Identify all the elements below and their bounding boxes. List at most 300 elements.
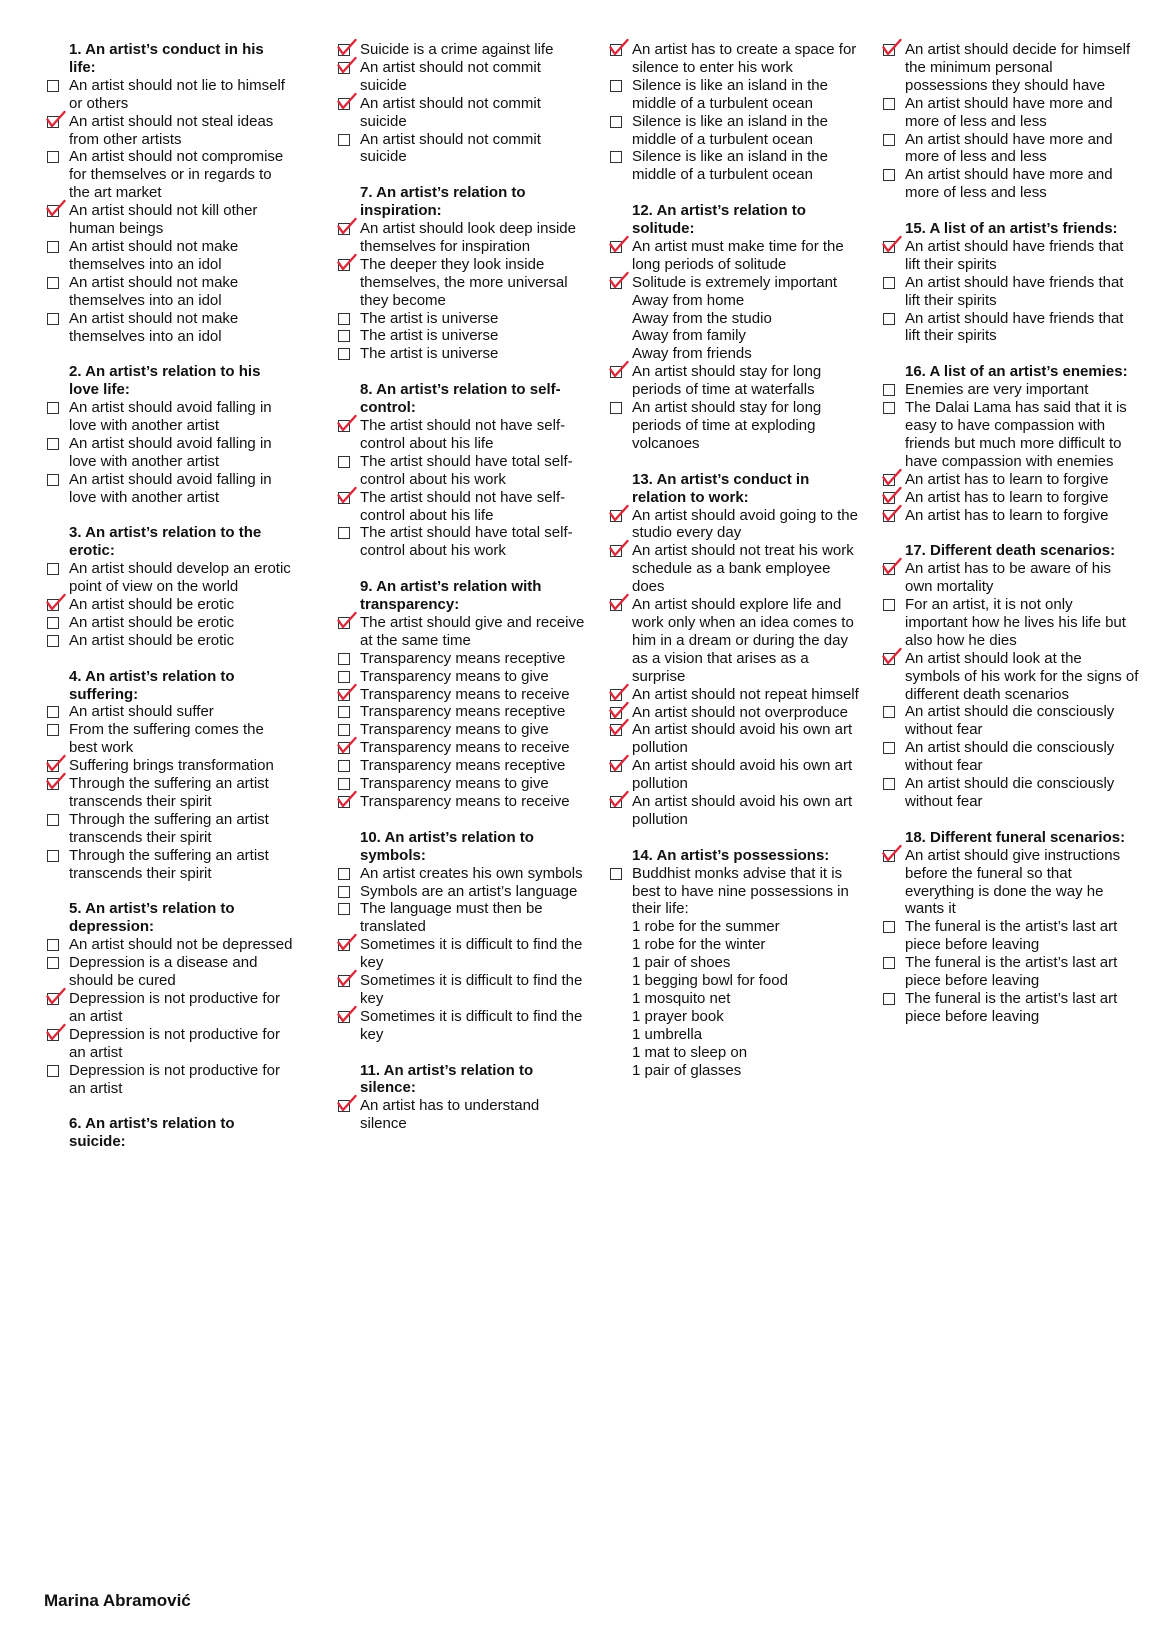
checklist-item-text: The artist should not have self-control about his life: [360, 417, 566, 452]
checklist-item[interactable]: [46, 847, 294, 883]
checklist-item[interactable]: [46, 113, 294, 149]
checklist-item-text: An artist should not commit suicide: [360, 94, 541, 130]
red-check-icon: [336, 1005, 357, 1025]
checkbox[interactable]: [338, 886, 350, 898]
section-heading: 3. An artist’s relation to the erotic:: [69, 524, 262, 560]
checklist-item[interactable]: [337, 650, 589, 668]
section-heading: 7. An artist’s relation to inspiration:: [360, 184, 526, 220]
checkbox[interactable]: [47, 151, 59, 163]
red-check-icon: [608, 235, 629, 255]
checklist-item[interactable]: [46, 435, 294, 471]
checklist-item[interactable]: [46, 757, 294, 775]
red-check-icon: [881, 844, 902, 864]
checkbox[interactable]: [47, 277, 59, 289]
list-text: 1 mat to sleep on: [632, 1043, 748, 1061]
checkbox[interactable]: [883, 778, 895, 790]
checklist-item[interactable]: [337, 327, 589, 345]
checkbox[interactable]: [883, 277, 895, 289]
checklist-item-text: Buddhist monks advise that it is best to have nine possessions in their life:: [632, 864, 849, 918]
checklist-item[interactable]: [882, 507, 1139, 525]
checklist-item-text: An artist should avoid falling in love with another artist: [69, 399, 272, 435]
checklist-item[interactable]: [609, 363, 864, 399]
checkbox[interactable]: [47, 939, 59, 951]
red-check-icon: [881, 557, 902, 577]
checklist-item[interactable]: [337, 345, 589, 363]
checklist-item-text: An artist should avoid going to the studio every day: [632, 506, 858, 542]
checklist-item-text: From the suffering comes the best work: [69, 721, 264, 757]
checklist-item[interactable]: [609, 704, 864, 722]
checklist-item-text: An artist should have friends that lift their spirits: [905, 273, 1124, 309]
red-check-icon: [45, 772, 66, 792]
checklist-item-text: The artist should not have self-control about his life: [360, 488, 566, 524]
red-check-icon: [608, 718, 629, 738]
section-heading: 10. An artist’s relation to symbols:: [360, 828, 534, 864]
checklist-item-text: An artist has to learn to forgive: [905, 470, 1109, 488]
red-check-icon: [336, 56, 357, 76]
checklist-item-text: An artist should decide for himself the minimum personal possessions they should have: [905, 41, 1131, 94]
checklist-item-text: An artist must make time for the long periods of solitude: [632, 237, 844, 273]
checklist-item-text: An artist should die consciously without fear: [905, 775, 1115, 811]
checklist-item[interactable]: [882, 489, 1139, 507]
checklist-item-text: Transparency means to give: [360, 775, 549, 793]
list-text: 1 robe for the summer: [632, 918, 780, 936]
checkbox[interactable]: [47, 850, 59, 862]
checkbox[interactable]: [338, 348, 350, 360]
checklist-item[interactable]: [46, 560, 294, 596]
checklist-item[interactable]: [609, 865, 864, 919]
checklist-item[interactable]: [337, 668, 589, 686]
checkbox[interactable]: [338, 760, 350, 772]
checklist-item[interactable]: [46, 202, 294, 238]
checkbox[interactable]: [610, 116, 622, 128]
checklist-item-text: An artist should not steal ideas from other artists: [69, 112, 274, 148]
checkbox[interactable]: [47, 617, 59, 629]
checklist-item[interactable]: [46, 632, 294, 650]
checklist-item[interactable]: [337, 883, 589, 901]
checklist-item[interactable]: [609, 721, 864, 757]
checklist-item-text: Solitude is extremely important: [632, 273, 838, 291]
checkbox[interactable]: [610, 868, 622, 880]
checklist-item[interactable]: [46, 1062, 294, 1098]
red-check-icon: [608, 790, 629, 810]
checklist-item[interactable]: [46, 310, 294, 346]
manifesto-section: [609, 471, 864, 829]
checklist-item[interactable]: [337, 310, 589, 328]
checklist-item[interactable]: [337, 453, 589, 489]
manifesto-section: [337, 381, 589, 560]
checklist-item[interactable]: [882, 847, 1139, 919]
checklist-item[interactable]: [882, 381, 1139, 399]
checklist-item-text: An artist should look at the symbols of his work for the signs of different death scenarios: [905, 649, 1139, 703]
red-check-icon: [336, 683, 357, 703]
checkbox[interactable]: [883, 957, 895, 969]
manifesto-section: [337, 578, 589, 811]
checkbox[interactable]: [338, 527, 350, 539]
checkbox[interactable]: [883, 384, 895, 396]
checkbox[interactable]: [47, 635, 59, 647]
checklist-item[interactable]: [337, 220, 589, 256]
checklist-item[interactable]: [337, 614, 589, 650]
checklist-item[interactable]: [609, 507, 864, 543]
checklist-item[interactable]: [882, 471, 1139, 489]
checklist-item[interactable]: [337, 41, 589, 59]
manifesto-section: [882, 542, 1139, 811]
checkbox[interactable]: [338, 134, 350, 146]
checklist-item-text: The artist should give and receive at the same time: [360, 613, 585, 649]
checklist-item[interactable]: [337, 1097, 589, 1133]
checklist-item-text: The funeral is the artist’s last art piece before leaving: [905, 954, 1118, 990]
checkbox[interactable]: [610, 151, 622, 163]
checklist-item[interactable]: [337, 721, 589, 739]
checklist-item-text: Silence is like an island in the middle of a turbulent ocean: [632, 76, 828, 112]
manifesto-section: [609, 847, 864, 1080]
checkbox[interactable]: [883, 98, 895, 110]
checklist-item-text: Suffering brings transformation: [69, 757, 274, 775]
manifesto-section: [337, 1062, 589, 1134]
checklist-item-text: An artist should be erotic: [69, 631, 235, 649]
red-check-icon: [45, 593, 66, 613]
section-heading: 18. Different funeral scenarios:: [905, 828, 1126, 846]
list-text: 1 pair of shoes: [632, 954, 731, 972]
checklist-item[interactable]: [337, 524, 589, 560]
checklist-item-text: Symbols are an artist’s language: [360, 882, 578, 900]
checklist-item-text: An artist should not make themselves into an idol: [69, 309, 239, 345]
checklist-item-text: The funeral is the artist’s last art piece before leaving: [905, 918, 1118, 954]
checklist-item-text: Depression is not productive for an artist: [69, 989, 280, 1025]
checklist-item[interactable]: [609, 148, 864, 184]
checklist-item[interactable]: [882, 131, 1139, 167]
checklist-item-text: Transparency means to give: [360, 667, 549, 685]
list-text: Away from home: [632, 291, 745, 309]
checklist-item-text: An artist should avoid his own art pollution: [632, 721, 853, 757]
checklist-item-text: An artist has to learn to forgive: [905, 488, 1109, 506]
section-heading: 1. An artist’s conduct in his life:: [69, 41, 264, 76]
checklist-item[interactable]: [337, 757, 589, 775]
checklist-item-text: An artist should die consciously without fear: [905, 703, 1115, 739]
checklist-item-text: Transparency means to give: [360, 721, 549, 739]
checklist-item[interactable]: [337, 739, 589, 757]
checklist-item[interactable]: [609, 113, 864, 149]
checkbox[interactable]: [883, 599, 895, 611]
section-heading: 6. An artist’s relation to suicide:: [69, 1115, 235, 1151]
checkbox[interactable]: [338, 653, 350, 665]
checklist-item[interactable]: [46, 1026, 294, 1062]
manifesto-section: [882, 363, 1139, 524]
checklist-item[interactable]: [609, 596, 864, 686]
checklist-item[interactable]: [609, 41, 864, 77]
checklist-item-text: An artist creates his own symbols: [360, 864, 583, 882]
checklist-item-text: Through the suffering an artist transcends their spirit: [69, 810, 269, 846]
checklist-item[interactable]: [337, 936, 589, 972]
checkbox[interactable]: [883, 706, 895, 718]
checklist-item[interactable]: [882, 95, 1139, 131]
checkbox[interactable]: [610, 402, 622, 414]
checklist-item[interactable]: [609, 793, 864, 829]
manifesto-section: [882, 829, 1139, 1026]
checklist-item-text: Silence is like an island in the middle of a turbulent ocean: [632, 148, 828, 184]
manifesto-section: [882, 220, 1139, 345]
list-text: 1 umbrella: [632, 1025, 703, 1043]
section-heading: 14. An artist’s possessions:: [632, 846, 830, 864]
checklist-item-text: An artist should avoid falling in love with another artist: [69, 434, 272, 470]
checklist-item[interactable]: [882, 954, 1139, 990]
checklist-item[interactable]: [609, 77, 864, 113]
checklist-item[interactable]: [609, 686, 864, 704]
checklist-item-text: Transparency means to receive: [360, 685, 570, 703]
checkbox[interactable]: [338, 330, 350, 342]
checklist-item-text: An artist should have more and more of less and less: [905, 166, 1113, 202]
checklist-item[interactable]: [882, 650, 1139, 704]
manifesto-section: [46, 900, 294, 1097]
checkbox[interactable]: [338, 313, 350, 325]
checklist-item-text: Through the suffering an artist transcends their spirit: [69, 775, 269, 811]
checklist-item-text: An artist should have more and more of less and less: [905, 130, 1113, 166]
red-check-icon: [45, 987, 66, 1007]
checklist-item[interactable]: [882, 166, 1139, 202]
red-check-icon: [336, 969, 357, 989]
checklist-item-text: The artist is universe: [360, 309, 499, 327]
checklist-item[interactable]: [46, 936, 294, 954]
checklist-item[interactable]: [46, 954, 294, 990]
section-heading: 8. An artist’s relation to self-control:: [360, 381, 561, 417]
checklist-item[interactable]: [337, 900, 589, 936]
checkbox[interactable]: [47, 241, 59, 253]
section-heading: 9. An artist’s relation with transparency:: [360, 578, 542, 614]
checklist-item-text: An artist should stay for long periods of time at waterfalls: [632, 363, 822, 399]
checklist-item-text: Sometimes it is difficult to find the key: [360, 1007, 583, 1043]
checklist-item-text: An artist should be erotic: [69, 596, 235, 614]
checkbox[interactable]: [883, 742, 895, 754]
checklist-item[interactable]: [46, 148, 294, 202]
checkbox[interactable]: [47, 1065, 59, 1077]
checklist-item[interactable]: [337, 489, 589, 525]
checkbox[interactable]: [338, 868, 350, 880]
checkbox[interactable]: [47, 80, 59, 92]
red-check-icon: [881, 504, 902, 524]
checkbox[interactable]: [47, 474, 59, 486]
red-check-icon: [608, 504, 629, 524]
checklist-item-text: An artist should avoid his own art pollution: [632, 793, 853, 828]
section-heading: 12. An artist’s relation to solitude:: [632, 202, 806, 238]
checklist-item[interactable]: [882, 703, 1139, 739]
checklist-item-text: An artist has to create a space for silence to enter his work: [632, 41, 857, 76]
manifesto-column-3: [609, 41, 864, 1097]
list-text: 1 prayer book: [632, 1007, 724, 1025]
checklist-item-text: Transparency means receptive: [360, 649, 566, 667]
manifesto-section: [882, 41, 1139, 202]
checkbox[interactable]: [338, 706, 350, 718]
red-check-icon: [608, 539, 629, 559]
checklist-item[interactable]: [46, 77, 294, 113]
checklist-item[interactable]: [337, 417, 589, 453]
red-check-icon: [336, 217, 357, 237]
checklist-item[interactable]: [46, 274, 294, 310]
checklist-item[interactable]: [882, 399, 1139, 471]
checklist-item[interactable]: [46, 614, 294, 632]
checklist-item[interactable]: [46, 399, 294, 435]
checklist-item-text: The artist is universe: [360, 327, 499, 345]
checklist-item[interactable]: [882, 238, 1139, 274]
checkbox[interactable]: [883, 921, 895, 933]
checklist-item-text: Sometimes it is difficult to find the key: [360, 972, 583, 1007]
manifesto-column-4: [882, 41, 1139, 1044]
checklist-item[interactable]: [882, 274, 1139, 310]
red-check-icon: [45, 199, 66, 219]
section-heading: 4. An artist’s relation to suffering:: [69, 667, 235, 703]
checklist-item[interactable]: [46, 721, 294, 757]
red-check-icon: [336, 736, 357, 756]
checklist-item[interactable]: [337, 59, 589, 95]
checklist-item-text: An artist should have friends that lift their spirits: [905, 237, 1124, 273]
checklist-item[interactable]: [46, 238, 294, 274]
checklist-item-text: An artist has to learn to forgive: [905, 506, 1109, 524]
red-check-icon: [608, 38, 629, 58]
checklist-item[interactable]: [337, 686, 589, 704]
checkbox[interactable]: [47, 814, 59, 826]
checkbox[interactable]: [47, 313, 59, 325]
checkbox[interactable]: [338, 778, 350, 790]
checklist-item[interactable]: [46, 596, 294, 614]
section-heading: 5. An artist’s relation to depression:: [69, 900, 235, 936]
checkbox[interactable]: [47, 438, 59, 450]
checkbox[interactable]: [47, 957, 59, 969]
checklist-item-text: An artist should not treat his work schedule as a bank employee does: [632, 542, 854, 596]
checklist-item[interactable]: [609, 542, 864, 596]
checklist-item-text: Sometimes it is difficult to find the key: [360, 936, 583, 972]
list-text: Away from friends: [632, 345, 752, 363]
checklist-item-text: An artist should die consciously without fear: [905, 739, 1115, 775]
manifesto-section: [337, 41, 589, 166]
checklist-item-text: An artist should stay for long periods of time at exploding volcanoes: [632, 399, 822, 452]
checklist-item-text: An artist should not make themselves into an idol: [69, 273, 239, 309]
checklist-item-text: The deeper they look inside themselves, the more universal they become: [360, 255, 568, 309]
checklist-item[interactable]: [337, 865, 589, 883]
checklist-item[interactable]: [609, 274, 864, 292]
checklist-item-text: An artist should have more and more of less and less: [905, 94, 1113, 130]
checklist-item-text: Silence is like an island in the middle of a turbulent ocean: [632, 112, 828, 148]
checklist-item-text: An artist has to be aware of his own mortality: [905, 560, 1111, 596]
checklist-item-text: An artist should avoid falling in love with another artist: [69, 470, 272, 506]
checkbox[interactable]: [47, 706, 59, 718]
section-heading: 15. A list of an artist’s friends:: [905, 220, 1118, 238]
checkbox[interactable]: [610, 80, 622, 92]
checkbox[interactable]: [47, 724, 59, 736]
checklist-item[interactable]: [337, 131, 589, 167]
manifesto-column-1: [46, 41, 294, 1169]
checklist-item[interactable]: [46, 990, 294, 1026]
checklist-item-text: An artist should not make themselves into an idol: [69, 237, 239, 273]
checkbox[interactable]: [338, 903, 350, 915]
red-check-icon: [336, 253, 357, 273]
red-check-icon: [881, 647, 902, 667]
checkbox[interactable]: [47, 402, 59, 414]
checklist-item-text: Transparency means receptive: [360, 703, 566, 721]
checklist-item-text: An artist should not kill other human beings: [69, 202, 258, 238]
checklist-item-text: Transparency means to receive: [360, 793, 570, 811]
checklist-item[interactable]: [46, 703, 294, 721]
checklist-item[interactable]: [46, 471, 294, 507]
section-heading: 2. An artist’s relation to his love life:: [69, 363, 261, 399]
checklist-item[interactable]: [609, 757, 864, 793]
checklist-item-text: An artist should not overproduce: [632, 703, 848, 721]
checklist-item[interactable]: [337, 256, 589, 310]
checkbox[interactable]: [883, 402, 895, 414]
manifesto-section: [609, 202, 864, 453]
section-heading: 16. A list of an artist’s enemies:: [905, 363, 1128, 381]
checklist-item[interactable]: [882, 775, 1139, 811]
red-check-icon: [336, 611, 357, 631]
checklist-item[interactable]: [337, 972, 589, 1008]
manifesto-section: [337, 184, 589, 363]
checkbox[interactable]: [338, 724, 350, 736]
manifesto-section: [46, 363, 294, 506]
manifesto-section: [46, 41, 294, 345]
checklist-item-text: An artist should have friends that lift their spirits: [905, 309, 1124, 345]
checklist-item[interactable]: [882, 560, 1139, 596]
checklist-item-text: An artist should give instructions before the funeral so that everything is done the way he wants it: [905, 846, 1121, 918]
red-check-icon: [45, 1023, 66, 1043]
checklist-item-text: The funeral is the artist’s last art piece before leaving: [905, 989, 1118, 1025]
checklist-item-text: An artist should explore life and work only when an idea comes to him in a dream or during the day as a vision that arises as a surprise: [632, 596, 854, 685]
list-text: 1 robe for the winter: [632, 936, 766, 954]
checklist-item-text: An artist should be erotic: [69, 613, 235, 631]
manifesto-column-2: [337, 41, 589, 1151]
checklist-item-text: An artist should look deep inside themselves for inspiration: [360, 220, 576, 255]
checklist-item[interactable]: [337, 703, 589, 721]
checklist-item[interactable]: [882, 990, 1139, 1026]
checklist-item[interactable]: [337, 775, 589, 793]
checkbox[interactable]: [338, 456, 350, 468]
checklist-item[interactable]: [46, 775, 294, 811]
checklist-item-text: Through the suffering an artist transcends their spirit: [69, 846, 269, 882]
checklist-item[interactable]: [609, 399, 864, 453]
red-check-icon: [45, 110, 66, 130]
checklist-item[interactable]: [882, 739, 1139, 775]
checkbox[interactable]: [47, 563, 59, 575]
manifesto-section: [337, 829, 589, 1044]
checklist-item[interactable]: [337, 793, 589, 811]
section-heading: 11. An artist’s relation to silence:: [360, 1061, 534, 1097]
manifesto-section: [46, 1115, 294, 1151]
section-heading: 17. Different death scenarios:: [905, 542, 1116, 560]
list-text: 1 mosquito net: [632, 989, 731, 1007]
checklist-item-text: An artist should not repeat himself: [632, 685, 859, 703]
checkbox[interactable]: [883, 313, 895, 325]
section-heading: 13. An artist’s conduct in relation to work:: [632, 470, 810, 506]
checkbox[interactable]: [338, 671, 350, 683]
checklist-item[interactable]: [337, 1008, 589, 1044]
checklist-item[interactable]: [882, 310, 1139, 346]
checklist-item[interactable]: [46, 811, 294, 847]
red-check-icon: [608, 593, 629, 613]
manifesto-section: [46, 668, 294, 883]
checkbox[interactable]: [883, 134, 895, 146]
checklist-item-text: An artist should not commit suicide: [360, 130, 541, 166]
checklist-item[interactable]: [337, 95, 589, 131]
checkbox[interactable]: [883, 169, 895, 181]
checklist-item-text: An artist should not lie to himself or others: [69, 76, 285, 112]
checklist-item-text: An artist should not compromise for themselves or in regards to the art market: [69, 148, 284, 202]
checklist-item-text: An artist should avoid his own art pollution: [632, 757, 853, 793]
checklist-item-text: An artist should suffer: [69, 703, 214, 721]
checklist-item-text: Depression is not productive for an artist: [69, 1025, 280, 1061]
checklist-item[interactable]: [882, 596, 1139, 650]
checklist-item-text: For an artist, it is not only important how he lives his life but also how he dies: [905, 596, 1126, 649]
checklist-item[interactable]: [609, 238, 864, 274]
checklist-item[interactable]: [882, 918, 1139, 954]
checkbox[interactable]: [883, 993, 895, 1005]
checklist-item[interactable]: [882, 41, 1139, 95]
